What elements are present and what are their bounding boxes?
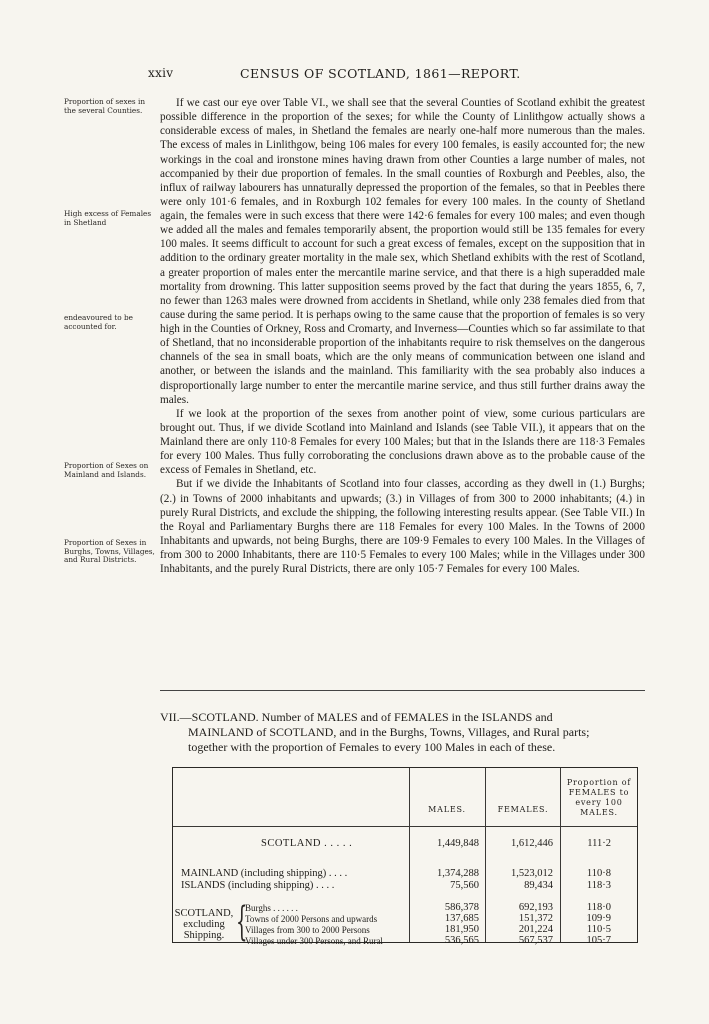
paragraph-four-classes: But if we divide the Inhabitants of Scotland into four classes, according as they dwell in (1.) Burghs; (2.) in Towns of 2000 inhabitants and upwards; (3.) in Villages of from 300 to 2000 inhabitants; (4.) in purely Rural Districts, and exclude the shipping, the following interesting results appear. (See Table VII.) In the Royal and Parliamentary Burghs there are 118 Females for every 100 Males. In the Towns of 2000 Inhabitants and upwards, not being Burghs, there are 109·9 Females to every 100 Males. In the Villages of from 300 to 2000 Inhabitants, there are 110·5 Females to every 100 Males; while in the Villages under 300 Inhabitants, and the purely Rural Districts, there are only 105·7 Females for every 100 Males.: [160, 478, 645, 576]
table-vii: [172, 767, 638, 946]
column-divider: [560, 768, 561, 942]
margin-note-mainland-islands: Proportion of Sexes on Mainland and Islands.: [64, 461, 149, 479]
header-proportion: Proportion of FEMALES to every 100 MALES.: [566, 778, 632, 817]
row-burghs-label: Burghs . . . . . .: [245, 903, 298, 913]
row-villages-males: 181,950: [444, 924, 479, 935]
row-towns-ratio: 109·9: [586, 913, 611, 924]
paragraph-mainland-islands: If we look at the proportion of the sexes from another point of view, some curious particulars are brought out. Thus, if we divide Scotland into Mainland and Islands (see Table VII.), it appears that on the Mainland there are only 110·8 Females for every 100 Males; but that in the Islands there are 118·3 Females for every 100 Males. Thus fully corroborating the conclusions drawn above as to the probable cause of the excess of Females in Shetland, etc.: [160, 407, 645, 477]
column-divider: [409, 768, 410, 942]
row-rural-males: 536,565: [444, 935, 479, 946]
row-mainland-females: 1,523,012: [511, 868, 553, 879]
margin-note-burghs: Proportion of Sexes in Burghs, Towns, Villages, and Rural Districts.: [64, 538, 155, 565]
row-villages-ratio: 110·5: [586, 924, 611, 935]
row-villages-label: Villages from 300 to 2000 Persons: [245, 925, 370, 935]
section-rule: [160, 690, 645, 691]
page-header: [148, 66, 556, 84]
margin-note-shetland: High excess of Females in Shetland: [64, 209, 152, 227]
row-rural-ratio: 105·7: [586, 935, 611, 946]
row-mainland-males: 1,374,288: [437, 868, 479, 879]
group-label-line1: SCOTLAND,: [174, 908, 234, 919]
row-villages-females: 201,224: [518, 924, 553, 935]
row-scotland-males: 1,449,848: [437, 838, 479, 849]
row-islands-males: 75,560: [450, 880, 479, 891]
row-scotland-label: SCOTLAND . . . . .: [261, 838, 353, 849]
row-islands-females: 89,434: [524, 880, 553, 891]
row-mainland-label: MAINLAND (including shipping) . . . .: [181, 868, 348, 879]
group-label-line2: excluding: [183, 919, 225, 930]
header-males: MALES.: [428, 805, 466, 814]
paragraph-counties: If we cast our eye over Table VI., we shall see that the several Counties of Scotland exhibit the greatest possible difference in the proportion of the sexes; for while the County of Linlithgow actually shows a considerable excess of males, in Shetland the females are nearly one-half more numerous than the males. The excess of males in Linlithgow, being 106 males for every 100 females, is easily accounted for; the new workings in the coal and ironstone mines having drawn from other Counties a large number of males, not accompanied by their due proportion of females. In the small counties of Roxburgh and Peebles, also, the influx of railway labourers has unnaturally depressed the proportion of the females, so that in Peebles there were only 101·6 females, and in Roxburgh 102 females for every 100 males. In the county of Shetland again, the females were in such excess that there were 142·6 females for every 100 males; and even though we added all the males and females temporarily absent, the proportion would still be 135 females for every 100 males. It seems difficult to account for such a great excess of females, except on the supposition that in addition to the ordinary greater mortality in the male sex, which Shetland exhibits with the rest of Scotland, a greater proportion of males enter the mercantile marine service, and that there is a high superadded male mortality from drowning. This latter supposition seems proved by the fact that during the years 1855, 6, 7, no fewer than 1263 males were drowned from accidents in Shetland, while only 238 females died from that cause during the same period. It is perhaps owing to the same cause that the proportion of females is so very high in the Counties of Orkney, Ross and Cromarty, and Inverness—Counties which so far assimilate to that of Shetland, that no inconsiderable proportion of the inhabitants require to risk themselves on the dangerous channels of the sea in small boats, which are the only means of communication between one island and another, or between the islands and the mainland. This familiarity with the sea probably also induces a disproportionally large number to enter the mercantile marine service, and thus still further drains away the males.: [160, 97, 645, 406]
group-label: [173, 908, 235, 941]
table-caption-lead: VII.—SCOTLAND. Number of MALES and of FEMALES in the ISLANDS and: [160, 710, 553, 724]
row-rural-females: 567,537: [518, 935, 553, 946]
column-divider: [485, 768, 486, 942]
table-caption-line3: together with the proportion of Females to every 100 Males in each of these.: [188, 740, 556, 754]
row-scotland-females: 1,612,446: [511, 838, 553, 849]
margin-note-counties: Proportion of sexes in the several Counties.: [64, 97, 146, 115]
row-scotland-ratio: 111·2: [587, 838, 611, 849]
row-mainland-ratio: 110·8: [586, 868, 611, 879]
row-rural-label: Villages under 300 Persons, and Rural: [245, 936, 383, 946]
running-head: CENSUS OF SCOTLAND, 1861—REPORT.: [240, 66, 521, 81]
row-burghs-ratio: 118·0: [586, 902, 611, 913]
row-towns-label: Towns of 2000 Persons and upwards: [245, 914, 378, 924]
row-towns-females: 151,372: [518, 913, 553, 924]
header-females: FEMALES.: [497, 805, 549, 814]
row-burghs-males: 586,378: [444, 902, 479, 913]
row-burghs-females: 692,193: [518, 902, 553, 913]
table-caption: [160, 710, 645, 755]
table-caption-line2: MAINLAND of SCOTLAND, and in the Burghs, Towns, Villages, and Rural parts;: [188, 725, 590, 739]
group-label-line3: Shipping.: [183, 930, 225, 941]
group-brace: {: [236, 899, 248, 945]
header-divider: [173, 826, 637, 827]
page-number: xxiv: [148, 66, 174, 80]
margin-note-accounted: endeavoured to be accounted for.: [64, 313, 134, 331]
row-towns-males: 137,685: [444, 913, 479, 924]
row-islands-label: ISLANDS (including shipping) . . . .: [181, 880, 335, 891]
body-text: [160, 96, 645, 576]
row-islands-ratio: 118·3: [586, 880, 611, 891]
